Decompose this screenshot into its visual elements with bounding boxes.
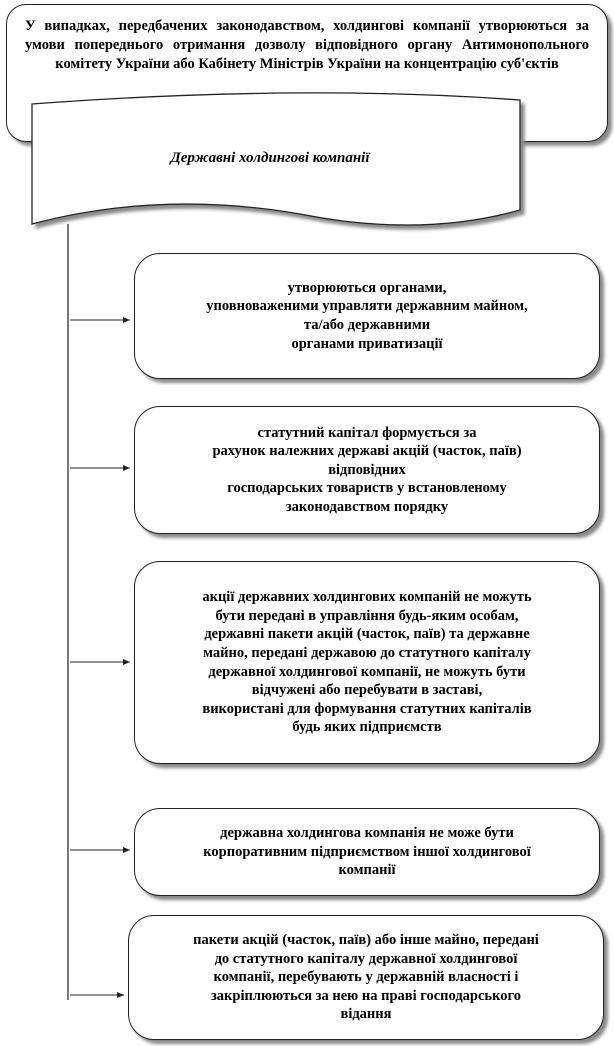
item-box-4 <box>134 808 600 896</box>
diagram-title: Державні холдингові компанії <box>170 150 370 166</box>
item-text-5: пакети акцій (часток, паїв) або інше майно, передані до статутного капіталу державної холдингової компанії, перебувають у державній власності і закріплюються за нею на праві господарського відання <box>193 932 539 1023</box>
item-box-1 <box>134 253 600 379</box>
item-box-5 <box>128 915 604 1040</box>
item-text-1: утворюються органами, уповноваженими управляти державним майном, та/або державними органами приватизації <box>206 279 528 352</box>
item-text-4: державна холдингова компанія не може бути корпоративним підприємством іншої холдингової компанії <box>203 825 531 879</box>
item-box-3 <box>134 561 600 764</box>
item-box-2 <box>134 406 600 534</box>
item-text-3: акції державних холдингових компаній не можуть бути передані в управління будь-яким особам, державні пакети акцій (часток, паїв) та державне майно, передані державою до статутного капіталу державної холдингової компанії, не можуть бути відчужені або перебувати в заставі, використані для формування статутних капіталів будь яких підприємств <box>202 589 532 736</box>
item-text-2: статутний капітал формується за рахунок належних державі акцій (часток, паїв) відповідних господарських товариств у встановленому законодавством порядку <box>212 424 522 515</box>
top-note-text: У випадках, передбачених законодавством, холдингові компанії утворюються за умови попереднього отримання дозволу відповідного органу Антимонопольного комітету України або Кабінету Міністрів України на концентрацію суб'єктів <box>25 18 589 72</box>
